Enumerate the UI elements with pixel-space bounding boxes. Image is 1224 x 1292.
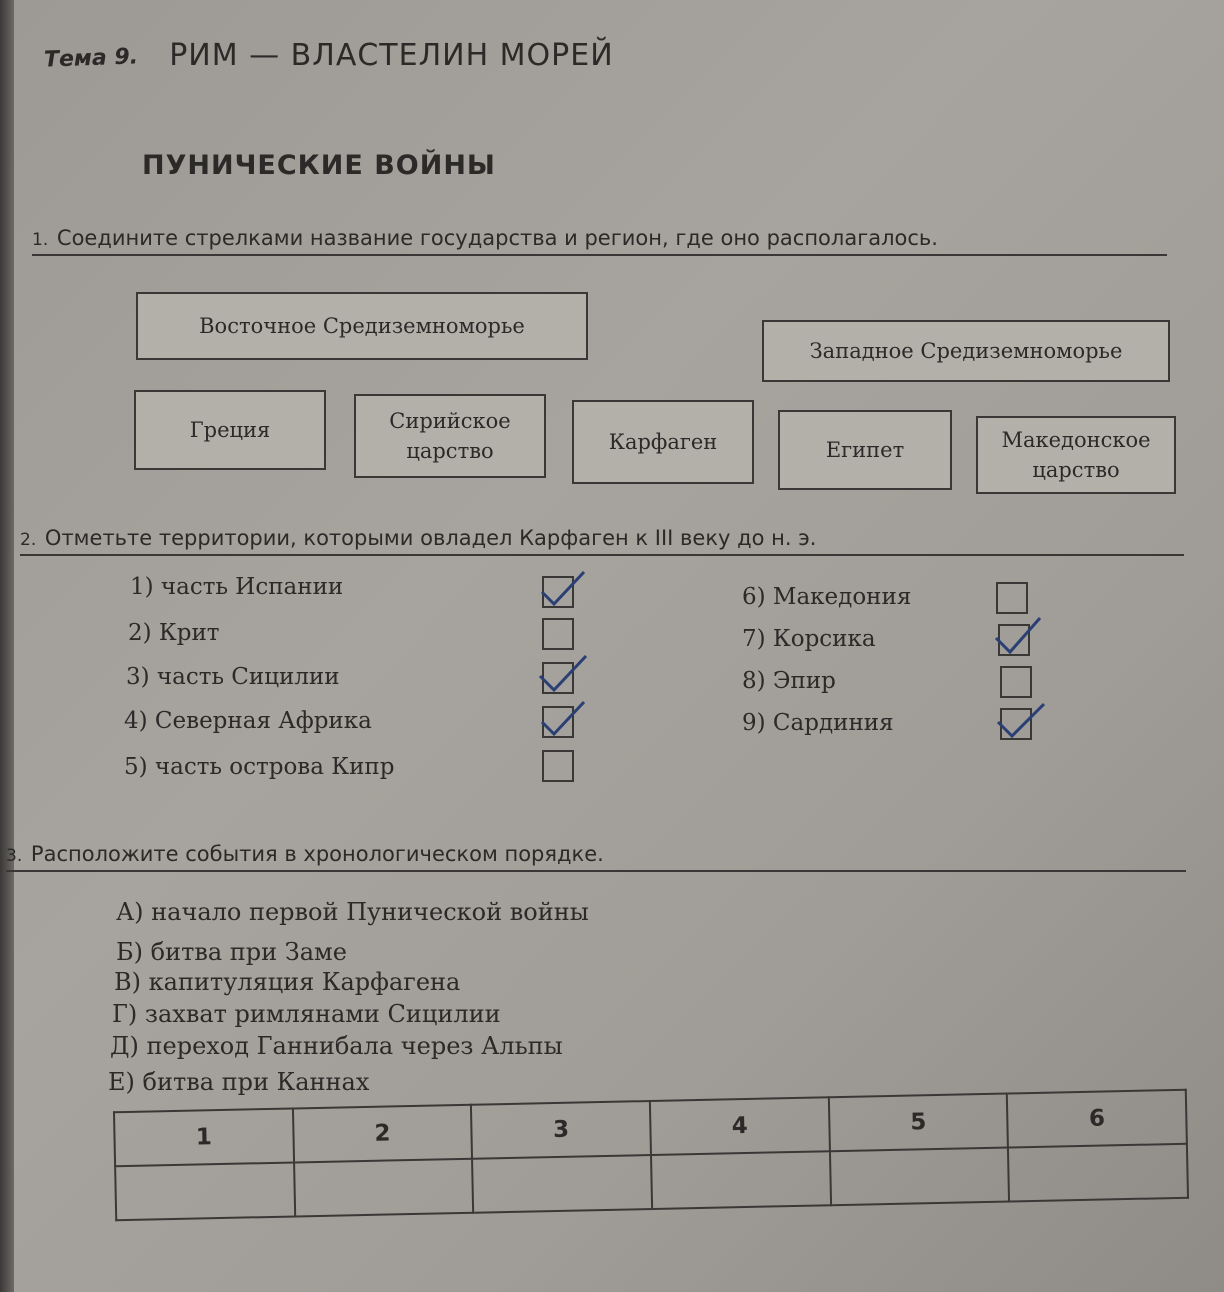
state-box-greece[interactable]: Греция	[134, 390, 326, 470]
answer-input-cell[interactable]	[830, 1148, 1010, 1206]
chronology-answer-table	[113, 1089, 1189, 1221]
topic-title: РИМ — ВЛАСТЕЛИН МОРЕЙ	[169, 38, 614, 73]
territory-item-8: 8) Эпир	[742, 668, 836, 694]
territory-item-4: 4) Северная Африка	[124, 708, 372, 734]
task3-heading	[6, 842, 1186, 872]
territory-checkbox-2[interactable]	[542, 618, 574, 650]
task2-number: 2.	[20, 530, 37, 550]
checkmark-icon	[992, 698, 1046, 746]
territory-item-7: 7) Корсика	[742, 626, 876, 652]
answer-header-cell: 1	[114, 1108, 294, 1166]
workbook-page	[6, 0, 1224, 1292]
state-box-carthage[interactable]: Карфаген	[572, 400, 754, 484]
task3-text: Расположите события в хронологическом порядке.	[30, 842, 604, 866]
territory-item-9: 9) Сардиния	[742, 710, 894, 736]
topic-label: Тема 9.	[43, 44, 139, 73]
page-header	[44, 38, 614, 73]
checkmark-icon	[534, 566, 588, 614]
task2-text: Отметьте территории, которыми овладел Карфаген к III веку до н. э.	[44, 526, 817, 550]
answer-input-cell[interactable]	[651, 1151, 831, 1209]
task1-number: 1.	[32, 230, 49, 250]
answer-header-cell: 5	[828, 1094, 1008, 1152]
answer-input-cell[interactable]	[1008, 1144, 1188, 1202]
territory-item-2: 2) Крит	[128, 620, 220, 646]
state-box-egypt[interactable]: Египет	[778, 410, 952, 490]
territory-checkbox-1[interactable]	[542, 576, 574, 608]
task2-heading	[20, 526, 1184, 556]
territory-checkbox-8[interactable]	[1000, 666, 1032, 698]
event-item-e: Е) битва при Каннах	[108, 1068, 370, 1096]
territory-checkbox-6[interactable]	[996, 582, 1028, 614]
event-item-b: Б) битва при Заме	[116, 938, 347, 966]
event-item-a: А) начало первой Пунической войны	[116, 898, 589, 926]
answer-header-cell: 6	[1007, 1090, 1187, 1148]
answer-header-cell: 4	[650, 1097, 830, 1155]
answer-header-cell: 3	[471, 1101, 651, 1159]
territory-checkbox-3[interactable]	[542, 662, 574, 694]
territory-item-5: 5) часть острова Кипр	[124, 754, 395, 780]
territory-checkbox-9[interactable]	[1000, 708, 1032, 740]
event-item-d: Д) переход Ганнибала через Альпы	[110, 1032, 563, 1060]
territory-item-6: 6) Македония	[742, 584, 912, 610]
task1-heading	[32, 226, 1167, 256]
checkmark-icon	[534, 696, 588, 744]
territory-checkbox-4[interactable]	[542, 706, 574, 738]
territory-checkbox-5[interactable]	[542, 750, 574, 782]
event-item-g: Г) захват римлянами Сицилии	[112, 1000, 501, 1028]
answer-input-cell[interactable]	[115, 1162, 295, 1220]
task3-number: 3.	[6, 846, 23, 866]
task1-text: Соедините стрелками название государства и регион, где оно располагалось.	[56, 226, 938, 250]
territory-item-3: 3) часть Сицилии	[126, 664, 340, 690]
state-box-syria[interactable]: Сирийское царство	[354, 394, 546, 478]
checkmark-icon	[990, 614, 1044, 662]
answer-header-cell: 2	[293, 1105, 473, 1163]
answer-input-cell[interactable]	[294, 1159, 474, 1217]
section-title: ПУНИЧЕСКИЕ ВОЙНЫ	[142, 150, 496, 181]
book-spine	[0, 0, 14, 1292]
territory-item-1: 1) часть Испании	[130, 574, 344, 600]
region-box-west[interactable]: Западное Средиземноморье	[762, 320, 1170, 382]
checkmark-icon	[534, 652, 588, 700]
event-item-v: В) капитуляция Карфагена	[114, 968, 461, 996]
answer-input-cell[interactable]	[472, 1155, 652, 1213]
state-box-macedonia[interactable]: Македонское царство	[976, 416, 1176, 494]
territory-checkbox-7[interactable]	[998, 624, 1030, 656]
region-box-east[interactable]: Восточное Средиземноморье	[136, 292, 588, 360]
